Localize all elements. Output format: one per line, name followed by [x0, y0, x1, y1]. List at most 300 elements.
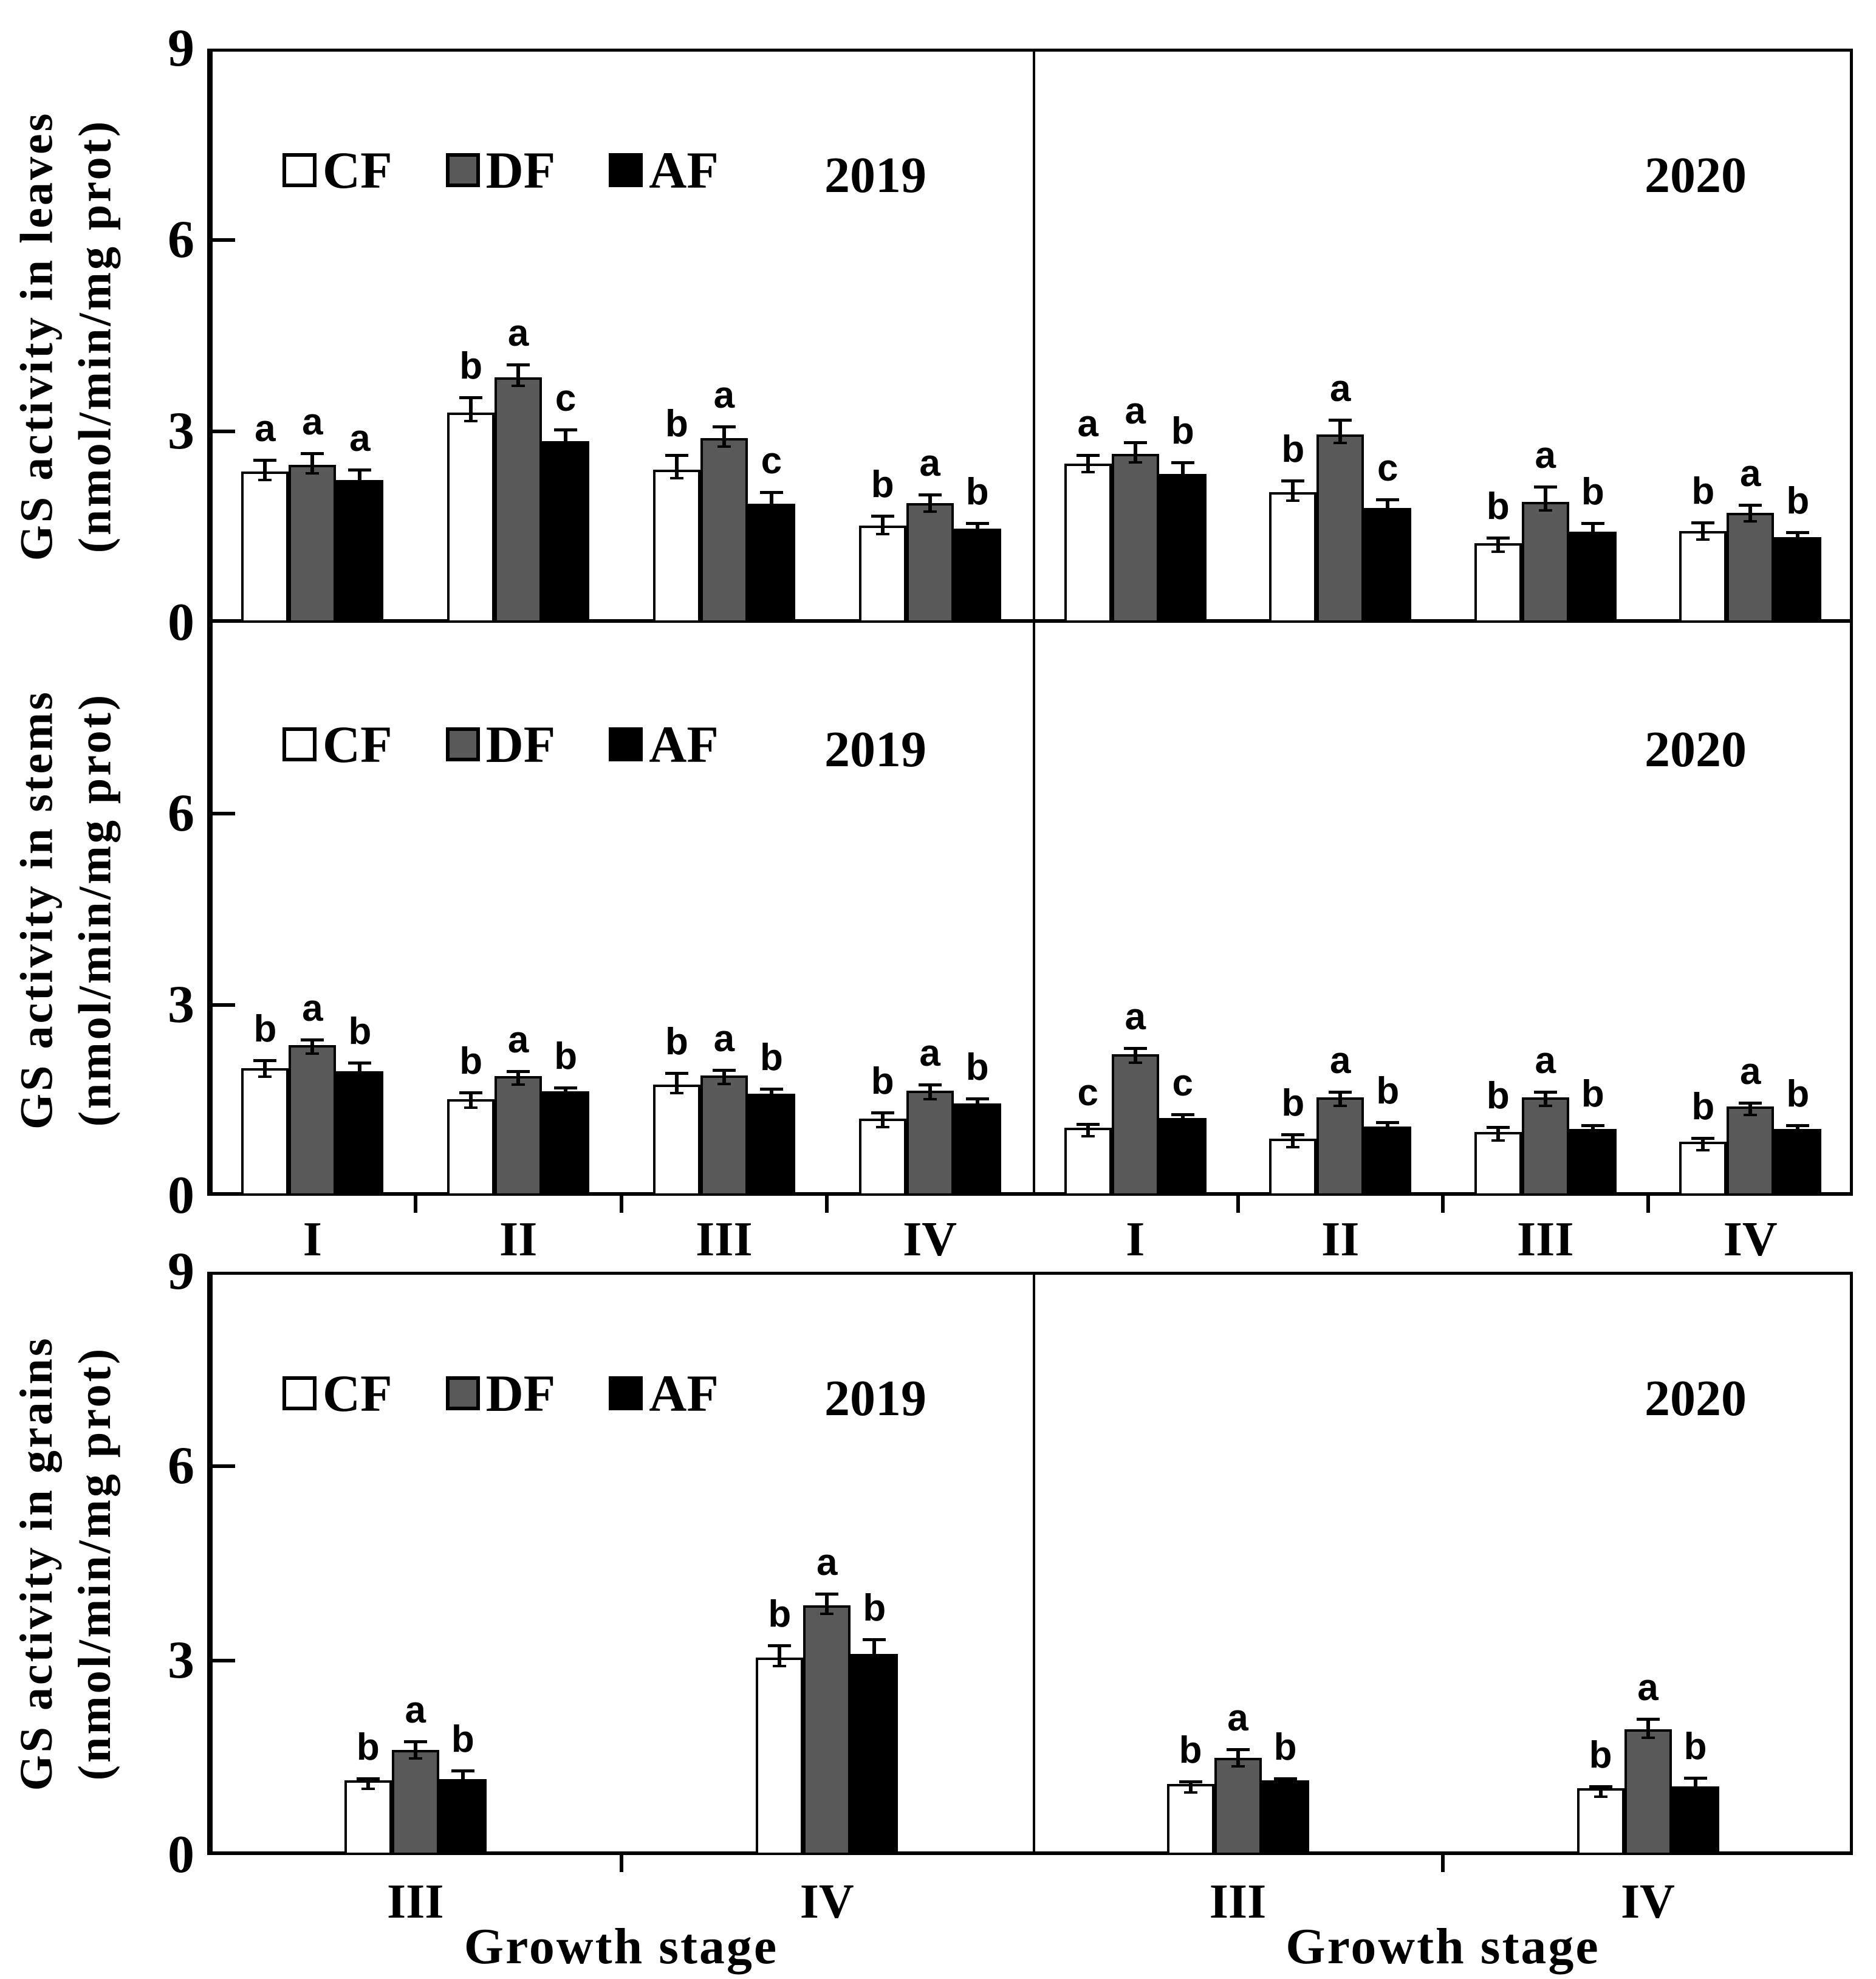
error-bar-lowcap [670, 477, 683, 479]
year-label: 2020 [1645, 147, 1747, 204]
error-bar-lowcap [1696, 538, 1710, 541]
sig-letter: b [665, 1020, 688, 1063]
x-tick-mark [1646, 1196, 1650, 1213]
sig-letter: c [555, 377, 577, 419]
sig-letter: a [302, 987, 323, 1030]
x-tick-mark [414, 1196, 417, 1213]
bar-AF-III [748, 1094, 795, 1196]
bar-CF-III [653, 1085, 700, 1196]
bar-CF-I [1064, 1128, 1112, 1196]
bar-group-IV [859, 623, 1001, 1196]
x-axis-title: Growth stage [1285, 1918, 1600, 1975]
y-axis-title-line2: (nmol/min/mg prot) [69, 1346, 120, 1781]
error-bar-lowcap [923, 1098, 937, 1100]
bar-slot [748, 49, 795, 623]
error-bar-lowcap [1594, 1796, 1607, 1798]
y-axis-title-line1: GS activity in leaves [11, 111, 62, 561]
stage-label-III: III [1517, 1213, 1574, 1266]
bar-CF-II [447, 413, 495, 623]
error-bar-lowcap [1129, 1062, 1142, 1064]
error-bar-stem [722, 425, 726, 448]
error-bar-lowcap [876, 1126, 889, 1128]
sig-letter: a [1077, 402, 1098, 445]
sig-letter: b [1581, 1072, 1604, 1115]
error-bar-stem [263, 459, 267, 481]
bar-slot [1269, 49, 1316, 623]
sig-letter: a [405, 1689, 426, 1732]
sig-letter: a [1125, 389, 1146, 432]
sig-letter: b [759, 1036, 783, 1079]
error-bar [1637, 1718, 1660, 1739]
y-tick-label: 3 [168, 1631, 194, 1690]
error-bar [507, 1070, 530, 1086]
panel-grains-2020 [1033, 1272, 1853, 1855]
error-bar-lowcap [353, 487, 366, 490]
stage-label-IV: IV [1723, 1213, 1778, 1266]
sig-letter: b [554, 1035, 578, 1077]
sig-letter: b [1281, 1082, 1305, 1125]
error-bar-stem [1291, 479, 1295, 502]
error-bar-lowcap [1381, 1134, 1394, 1136]
error-bar [665, 454, 688, 479]
error-bar [1691, 1137, 1714, 1151]
bar-DF-III [1214, 1758, 1262, 1855]
stage-label-IV: IV [903, 1213, 957, 1266]
bar-DF-IV [906, 503, 954, 623]
bar-slot [344, 1272, 392, 1855]
error-bar [554, 1086, 577, 1101]
bar-DF-III [700, 1075, 748, 1196]
sig-letter: b [1171, 410, 1194, 453]
plot-row-stems [210, 623, 1853, 1196]
bar-group-I [241, 49, 383, 623]
bar-slot [1624, 1272, 1672, 1855]
stage-label-I: I [1126, 1213, 1145, 1266]
error-bar [1179, 1780, 1202, 1793]
sig-letter: c [1077, 1071, 1098, 1114]
error-bar [1376, 1121, 1399, 1136]
error-bar-stem [1338, 419, 1342, 444]
bar-slot [241, 623, 289, 1196]
sig-letter: a [1125, 995, 1146, 1038]
bar-slot [1214, 1272, 1262, 1855]
error-bar [348, 468, 371, 490]
bar-slot [859, 623, 906, 1196]
bar-group-IV [756, 1272, 898, 1855]
error-bar-lowcap [1744, 1114, 1757, 1116]
sig-letter: b [451, 1718, 474, 1761]
stage-label-I: I [303, 1213, 322, 1266]
bar-group-I [1064, 623, 1207, 1196]
error-bar-lowcap [464, 1106, 478, 1109]
error-bar-lowcap [1129, 461, 1142, 464]
bar-CF-III [653, 470, 700, 623]
bar-slot [495, 623, 542, 1196]
sig-letter: b [1786, 479, 1810, 522]
bar-DF-IV [906, 1091, 954, 1196]
y-tick-mark [210, 238, 235, 242]
sig-letter: a [919, 442, 940, 484]
y-tick-label: 6 [168, 1436, 194, 1495]
bar-slot [1577, 1272, 1624, 1855]
bar-AF-I [336, 480, 383, 623]
error-bar-lowcap [1642, 1737, 1655, 1739]
sig-letter: a [713, 374, 735, 416]
sig-letter: a [302, 400, 323, 443]
panel-grains-2019 [210, 1272, 1033, 1855]
legend-item-AF [609, 1363, 719, 1424]
y-axis-title-line2: (nmol/min/mg prot) [69, 118, 120, 553]
bar-slot [1364, 623, 1411, 1196]
bar-slot [859, 49, 906, 623]
bar-slot [748, 623, 795, 1196]
sig-letter: a [507, 1018, 529, 1061]
bar-group-I [1064, 49, 1207, 623]
y-tick-label: 0 [168, 1825, 194, 1884]
error-bar-lowcap [559, 1099, 572, 1101]
sig-letter: a [255, 408, 276, 450]
y-tick-label: 9 [168, 19, 194, 78]
y-axis-title-grains [5, 1272, 126, 1855]
error-bar [1077, 454, 1100, 473]
error-bar [871, 515, 894, 536]
bar-slot [803, 1272, 851, 1855]
error-bar [863, 1638, 886, 1664]
bar-slot [1679, 49, 1727, 623]
plot-row-grains [210, 1272, 1853, 1855]
bar-group-III [653, 623, 795, 1196]
bar-DF-III [392, 1750, 439, 1855]
sig-letter: a [1330, 368, 1351, 410]
legend-label: CF [323, 715, 392, 773]
bar-DF-IV [1727, 513, 1774, 623]
bar-group-IV [1679, 49, 1821, 623]
error-bar-lowcap [1184, 1791, 1197, 1794]
error-bar [815, 1593, 838, 1615]
sig-letter: a [1227, 1697, 1248, 1739]
error-bar-lowcap [670, 1092, 683, 1094]
bar-slot [1679, 623, 1727, 1196]
error-bar [1589, 1785, 1612, 1798]
bar-AF-II [1364, 508, 1411, 623]
error-bar-lowcap [1791, 544, 1804, 547]
bar-slot [653, 49, 700, 623]
legend-label: AF [649, 141, 719, 199]
error-bar-lowcap [1744, 520, 1757, 523]
error-bar [459, 1091, 482, 1109]
error-bar-lowcap [1176, 481, 1190, 484]
bar-CF-II [1269, 492, 1316, 623]
y-axis-title-stems [5, 623, 126, 1196]
error-bar-lowcap [1586, 539, 1600, 541]
year-label: 2019 [824, 147, 926, 204]
error-bar-stem [872, 1638, 876, 1664]
bar-slot [1474, 623, 1522, 1196]
bar-slot [1064, 49, 1112, 623]
bar-group-II [447, 623, 589, 1196]
bar-AF-I [1159, 474, 1207, 623]
error-bar [760, 1088, 783, 1103]
error-bar-lowcap [971, 1111, 984, 1113]
error-bar [1487, 1126, 1510, 1142]
error-bar-stem [1181, 461, 1185, 484]
error-bar [1281, 1133, 1304, 1148]
y-tick-label: 6 [168, 784, 194, 843]
error-bar [357, 1777, 380, 1790]
sig-letter: b [1691, 470, 1715, 513]
sig-letter: b [459, 1040, 483, 1083]
sig-letter: a [1740, 452, 1761, 495]
sig-letter: b [1179, 1729, 1202, 1772]
error-bar-lowcap [1286, 499, 1299, 502]
error-bar-lowcap [820, 1613, 834, 1615]
x-tick-mark [1236, 1196, 1240, 1213]
bar-AF-IV [954, 529, 1001, 623]
bar-AF-IV [1672, 1786, 1719, 1855]
bar-slot [289, 623, 336, 1196]
error-bar [768, 1644, 791, 1667]
bar-DF-I [289, 1045, 336, 1196]
error-bar [1786, 1124, 1809, 1139]
bar-slot [1727, 49, 1774, 623]
bar-slot [1569, 49, 1617, 623]
bar-AF-IV [954, 1103, 1001, 1196]
error-bar-lowcap [1333, 1105, 1347, 1107]
panel-stems-2020 [1033, 623, 1853, 1196]
error-bar [760, 491, 783, 513]
bar-slot [1167, 1272, 1214, 1855]
y-tick-label: 3 [168, 975, 194, 1034]
error-bar [253, 459, 276, 481]
bar-slot [700, 49, 748, 623]
bar-group-III [1474, 49, 1617, 623]
bar-AF-III [1569, 1129, 1617, 1196]
error-bar-lowcap [306, 1052, 319, 1055]
sig-letter: b [1376, 1070, 1400, 1113]
error-bar [1581, 1124, 1604, 1139]
stage-label-III: III [1209, 1875, 1267, 1929]
bar-CF-IV [859, 1119, 906, 1196]
error-bar-stem [825, 1593, 829, 1615]
error-bar [301, 1038, 324, 1054]
bar-slot [1672, 1272, 1719, 1855]
error-bar-stem [358, 468, 361, 490]
stage-label-IV: IV [799, 1875, 854, 1929]
error-bar-lowcap [1231, 1765, 1245, 1768]
error-bar-lowcap [258, 1075, 272, 1078]
sig-letter: a [1535, 1040, 1556, 1082]
bar-slot [336, 49, 383, 623]
y-axis-title-leaves [5, 49, 126, 623]
y-tick-label: 3 [168, 402, 194, 461]
stage-label-III: III [387, 1875, 444, 1929]
bar-group-I [241, 623, 383, 1196]
bar-slot [542, 49, 589, 623]
bar-group-III [1167, 1272, 1309, 1855]
error-bar [301, 452, 324, 475]
sig-letter: b [965, 471, 989, 513]
error-bar-stem [881, 515, 885, 536]
error-bar-lowcap [1176, 1125, 1190, 1128]
sig-letter: b [459, 345, 483, 388]
bar-slot [1474, 49, 1522, 623]
sig-letter: c [761, 439, 782, 482]
y-tick-label: 6 [168, 210, 194, 269]
year-label: 2019 [824, 721, 926, 778]
error-bar-lowcap [717, 445, 731, 448]
sig-letter: b [1683, 1725, 1707, 1768]
error-bar-lowcap [1539, 1105, 1552, 1107]
sig-letter: b [965, 1046, 989, 1088]
bar-slot [1316, 49, 1364, 623]
stage-label-II: II [499, 1213, 538, 1266]
stage-label-III: III [696, 1213, 753, 1266]
bar-slot [447, 623, 495, 1196]
bar-DF-IV [803, 1605, 851, 1855]
error-bar-lowcap [923, 510, 937, 513]
bar-AF-III [748, 504, 795, 623]
error-bar-stem [1134, 441, 1137, 464]
sig-letter: c [1172, 1062, 1193, 1104]
legend-swatch-AF-icon [609, 727, 643, 761]
error-bar-lowcap [765, 1101, 778, 1103]
error-bar-lowcap [464, 420, 478, 422]
y-axis-title-line2: (nmol/min/mg prot) [69, 692, 120, 1127]
sig-letter: b [1281, 428, 1305, 470]
x-tick-mark [1441, 1196, 1445, 1213]
error-bar [1739, 504, 1762, 523]
sig-letter: b [871, 463, 894, 506]
error-bar [1376, 498, 1399, 518]
error-bar [1691, 521, 1714, 541]
legend-label: CF [323, 1364, 392, 1422]
error-bar-stem [469, 396, 473, 422]
error-bar-stem [675, 454, 679, 479]
error-bar-lowcap [1491, 550, 1505, 553]
bar-CF-II [447, 1099, 495, 1196]
sig-letter: b [871, 1060, 894, 1102]
bar-slot [954, 49, 1001, 623]
error-bar-lowcap [1286, 1146, 1299, 1148]
x-tick-mark [1441, 1855, 1445, 1872]
legend-label: DF [485, 1364, 556, 1422]
error-bar-lowcap [512, 1083, 525, 1086]
error-bar [554, 428, 577, 451]
bar-DF-II [1316, 1097, 1364, 1196]
bar-slot [1262, 1272, 1309, 1855]
sig-letter: a [1637, 1666, 1659, 1709]
error-bar [1581, 522, 1604, 541]
error-bar-lowcap [512, 385, 525, 387]
error-bar [348, 1062, 371, 1081]
bar-slot [1569, 623, 1617, 1196]
bar-AF-IV [1774, 537, 1821, 623]
bar-slot [439, 1272, 487, 1855]
bar-CF-I [1064, 464, 1112, 623]
bar-CF-III [344, 1780, 392, 1855]
bar-CF-IV [859, 526, 906, 623]
y-axis-title-line1: GS activity in grains [11, 1336, 62, 1791]
bar-slot [495, 49, 542, 623]
bar-AF-II [1364, 1127, 1411, 1196]
sig-letter: b [863, 1586, 886, 1629]
bar-slot [700, 623, 748, 1196]
legend-swatch-CF-icon [282, 1376, 317, 1410]
error-bar-lowcap [1689, 1794, 1702, 1796]
bar-CF-IV [1577, 1788, 1624, 1855]
error-bar-stem [770, 491, 773, 513]
bar-CF-III [1167, 1784, 1214, 1855]
error-bar-stem [1646, 1718, 1650, 1739]
y-axis-title-line1: GS activity in stems [11, 689, 62, 1130]
bar-slot [1112, 623, 1159, 1196]
error-bar-lowcap [409, 1757, 422, 1760]
error-bar-lowcap [876, 533, 889, 535]
y-tick-label: 9 [168, 1242, 194, 1301]
sig-letter: c [1377, 447, 1398, 490]
error-bar [665, 1072, 688, 1094]
error-bar [1786, 531, 1809, 547]
sig-letter: a [816, 1542, 838, 1583]
y-tick-mark [210, 430, 235, 433]
error-bar-lowcap [1081, 471, 1095, 473]
bar-AF-II [542, 441, 589, 623]
sig-letter: a [507, 312, 529, 354]
error-bar [1227, 1748, 1250, 1768]
error-bar-lowcap [1081, 1135, 1095, 1137]
error-bar-lowcap [773, 1665, 786, 1667]
bar-group-II [447, 49, 589, 623]
bar-slot [1064, 623, 1112, 1196]
error-bar [1171, 461, 1194, 484]
sig-letter: b [1786, 1072, 1810, 1115]
error-bar [1739, 1102, 1762, 1116]
sig-letter: a [349, 417, 371, 459]
error-bar [919, 493, 942, 513]
error-bar-stem [778, 1644, 781, 1667]
sig-letter: b [665, 402, 688, 445]
bar-group-III [344, 1272, 487, 1855]
bar-slot [392, 1272, 439, 1855]
bar-group-II [1269, 623, 1411, 1196]
error-bar [507, 363, 530, 387]
bar-slot [1774, 49, 1821, 623]
sig-letter: b [1486, 485, 1510, 528]
error-bar-lowcap [361, 1788, 375, 1790]
error-bar [713, 1069, 736, 1085]
legend-label: AF [649, 1364, 719, 1422]
error-bar [919, 1083, 942, 1101]
error-bar [1281, 479, 1304, 502]
bar-slot [289, 49, 336, 623]
y-tick-mark [210, 1659, 235, 1662]
bar-CF-I [241, 472, 289, 623]
sig-letter: a [713, 1018, 735, 1060]
bar-group-IV [1679, 623, 1821, 1196]
error-bar-lowcap [1491, 1139, 1505, 1142]
bar-AF-II [542, 1091, 589, 1196]
bar-slot [851, 1272, 898, 1855]
x-axis-title: Growth stage [464, 1918, 779, 1975]
error-bar-lowcap [717, 1083, 731, 1085]
sig-letter: b [253, 1007, 277, 1050]
error-bar [404, 1740, 427, 1760]
bar-AF-I [336, 1071, 383, 1196]
bar-CF-I [241, 1068, 289, 1196]
sig-letter: b [1589, 1734, 1612, 1776]
bar-group-IV [1577, 1272, 1719, 1855]
error-bar [253, 1059, 276, 1079]
